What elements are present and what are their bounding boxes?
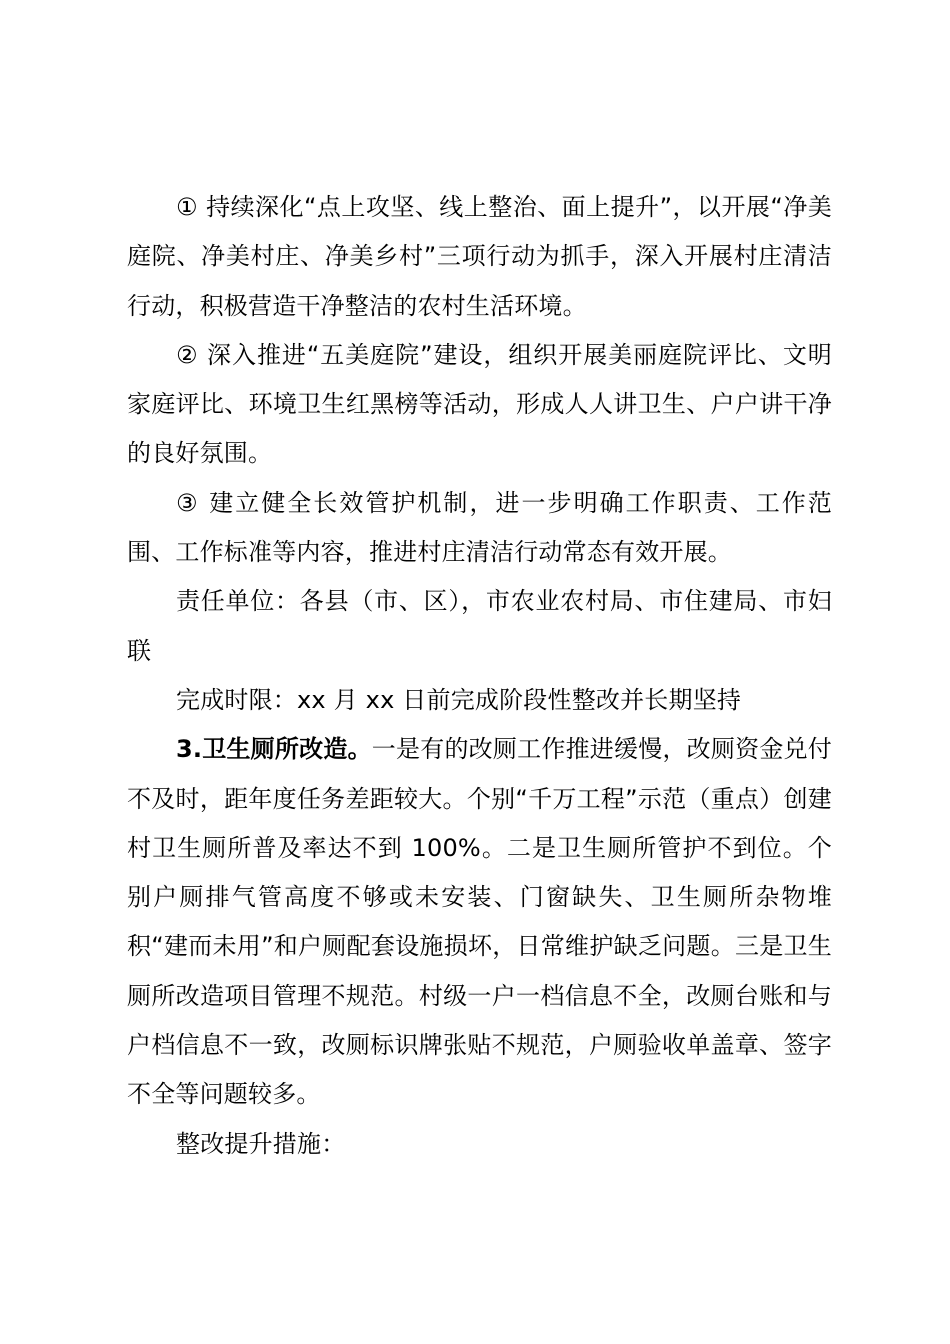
measure-paragraph-2: ② 深入推进“五美庭院”建设，组织开展美丽庭院评比、文明家庭评比、环境卫生红黑榜等活动，形成人人讲卫生、户户讲干净的良好氛围。: [127, 340, 832, 468]
measure-paragraph-3: ③ 建立健全长效管护机制，进一步明确工作职责、工作范围、工作标准等内容，推进村庄清洁行动常态有效开展。: [127, 488, 832, 567]
deadline: 完成时限：xx 月 xx 日前完成阶段性整改并长期坚持: [176, 685, 742, 714]
section-3-paragraph: [127, 725, 832, 1119]
document-body: [127, 183, 832, 1169]
section-3-body: 一是有的改厕工作推进缓慢，改厕资金兑付不及时，距年度任务差距较大。个别“千万工程”示范（重点）创建村卫生厕所普及率达不到 100%。二是卫生厕所管护不到位。个别户厕排气管高度不够或未安装、门窗缺失、卫生厕所杂物堆积“建而未用”和户厕配套设施损坏，日常维护缺乏问题。三是卫生厕所改造项目管理不规范。村级一户一档信息不全，改厕台账和与户档信息不一致，改厕标识牌张贴不规范，户厕验收单盖章、签字不全等问题较多。: [127, 735, 832, 1109]
responsible-units: 责任单位：各县（市、区），市农业农村局、市住建局、市妇联: [127, 587, 832, 665]
measure-paragraph-1: ① 持续深化“点上攻坚、线上整治、面上提升”，以开展“净美庭院、净美村庄、净美乡村”三项行动为抓手，深入开展村庄清洁行动，积极营造干净整洁的农村生活环境。: [127, 193, 832, 320]
section-3-heading: 3.卫生厕所改造。: [176, 735, 372, 764]
rectification-measures-heading: 整改提升措施：: [176, 1129, 346, 1158]
